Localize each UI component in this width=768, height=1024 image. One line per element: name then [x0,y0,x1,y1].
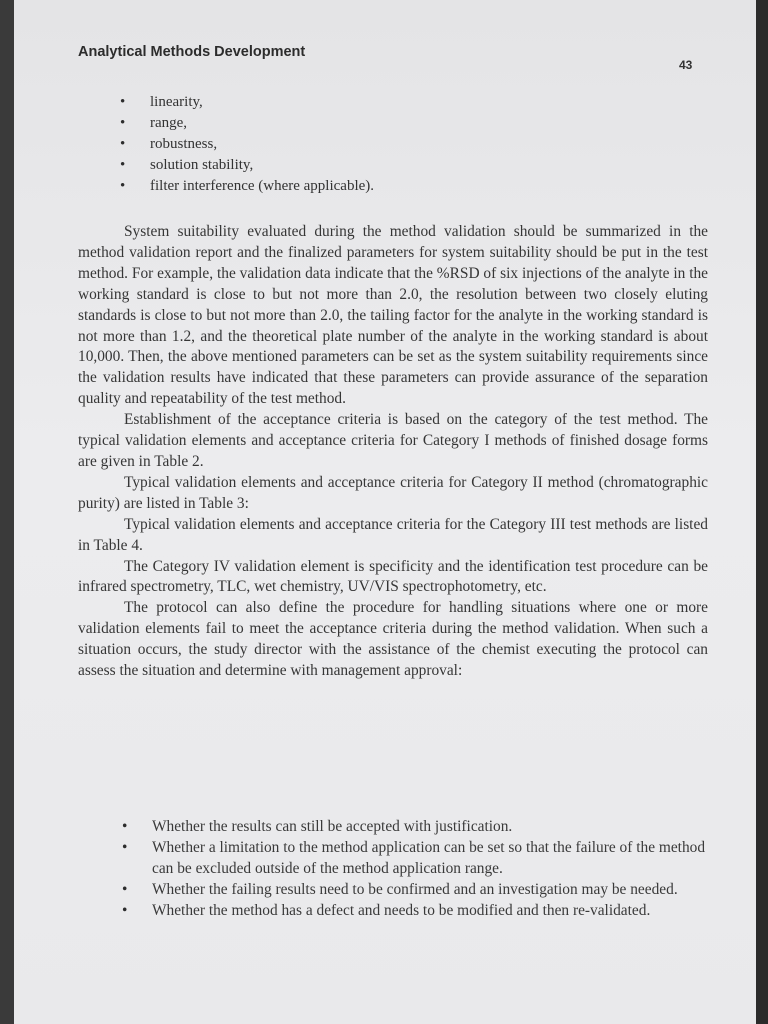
validation-elements-list [120,92,680,197]
failure-handling-list [122,816,716,921]
list-item: • range, [120,113,680,134]
paragraph-system-suitability: System suitability evaluated during the method validation should be summarized in the method validation report and the finalized parameters for system suitability should be put in the test method. For example, the validation data indicate that the %RSD of six injections of the analyte in the working standard is close to but not more than 2.0, the resolution between two closely eluting standards is close to but not more than 2.0, the tailing factor for the analyte in the working standard is not more than 1.2, and the theoretical plate number of the analyte in the working standard is about 10,000. Then, the above mentioned parameters can be set as the system suitability requirements since the validation results have indicated that these parameters can provide assurance of the separation quality and repeatability of the test method. [78,223,708,408]
running-head: Analytical Methods Development [78,44,306,60]
background-right-edge [756,0,768,1024]
list-item: • solution stability, [120,155,680,176]
list-item: • Whether the results can still be accepted with justification. [122,816,716,837]
list-item: • filter interference (where applicable). [120,176,680,197]
body-text [78,222,708,682]
paragraph-category-ii: Typical validation elements and acceptance criteria for Category II method (chromatographic purity) are listed in Table 3: [78,473,708,512]
page-number: 43 [679,58,693,72]
list-item: • Whether the method has a defect and needs to be modified and then re-validated. [122,900,716,921]
paragraph-acceptance-criteria: Establishment of the acceptance criteria is based on the category of the test method. The typical validation elements and acceptance criteria for Category I methods of finished dosage forms are given in Table 2. [78,411,708,470]
list-item: • Whether a limitation to the method application can be set so that the failure of the method can be excluded outside of the method application range. [122,837,716,879]
paragraph-category-iv: The Category IV validation element is specificity and the identification test procedure can be infrared spectrometry, TLC, wet chemistry, UV/VIS spectrophotometry, etc. [78,557,708,596]
list-item: • linearity, [120,92,680,113]
list-item: • Whether the failing results need to be confirmed and an investigation may be needed. [122,879,716,900]
background-left-edge [0,0,14,1024]
list-item: • robustness, [120,134,680,155]
book-page [14,0,756,1024]
paragraph-category-iii: Typical validation elements and acceptance criteria for the Category III test methods are listed in Table 4. [78,515,708,554]
paragraph-protocol: The protocol can also define the procedure for handling situations where one or more validation elements fail to meet the acceptance criteria during the method validation. When such a situation occurs, the study director with the assistance of the chemist executing the protocol can assess the situation and determine with management approval: [78,599,708,680]
